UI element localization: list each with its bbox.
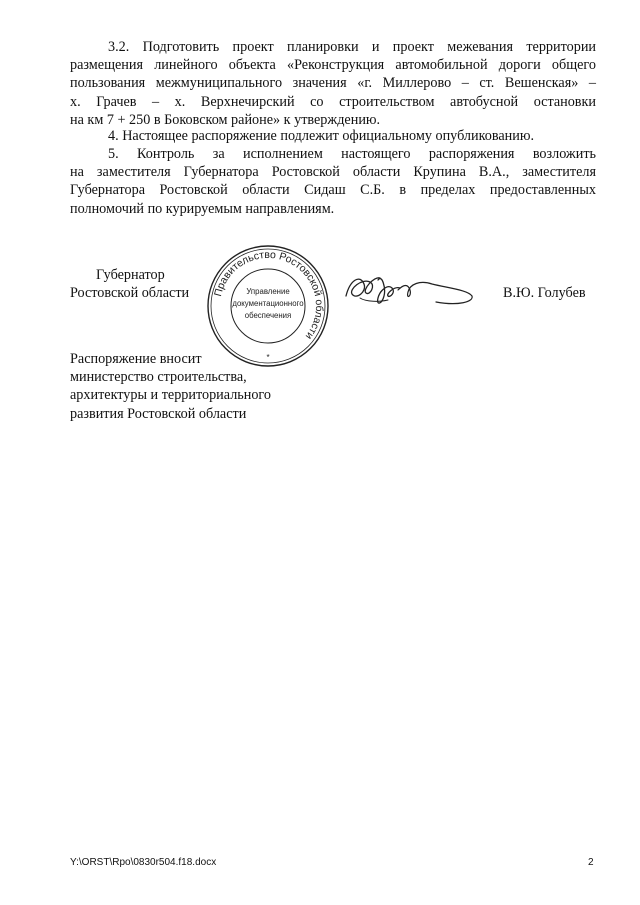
seal-center-line: Управление <box>246 287 290 296</box>
text-line: на заместителя Губернатора Ростовской области Крупина В.А., заместителя <box>70 164 596 181</box>
paragraph-5 <box>70 145 596 218</box>
text-line: 3.2. Подготовить проект планировки и проект межевания территории <box>108 39 596 55</box>
seal-center-line: обеспечения <box>244 311 292 320</box>
text-line: на км 7 + 250 в Боковском районе» к утверждению. <box>70 111 381 128</box>
signatory-name: В.Ю. Голубев <box>503 285 586 301</box>
seal-star-icon: * <box>266 353 270 362</box>
text-line: 5. Контроль за исполнением настоящего распоряжения возложить <box>108 146 596 162</box>
paragraph-3-2 <box>70 38 596 129</box>
initiator-line: архитектуры и территориального <box>70 387 271 404</box>
paragraph-4 <box>70 127 596 145</box>
handwritten-signature <box>340 266 480 314</box>
text-line: Губернатора Ростовской области Сидаш С.Б. в пределах предоставленных <box>70 182 596 199</box>
initiator-block <box>70 350 271 423</box>
text-line: полномочий по курируемым направлениям. <box>70 200 335 217</box>
seal-outer-text: Правительство Ростовской области <box>212 248 326 342</box>
initiator-line: развития Ростовской области <box>70 405 247 422</box>
footer-file-path: Y:\ORST\Rpo\0830r504.f18.docx <box>70 857 217 868</box>
initiator-line: Распоряжение вносит <box>70 351 202 367</box>
signatory-title-line2: Ростовской области <box>70 285 190 301</box>
text-line: пользования межмуниципального значения «г. Миллерово – ст. Вешенская» – <box>70 75 596 92</box>
signatory-title-line1: Губернатор <box>96 267 165 283</box>
text-line: 4. Настоящее распоряжение подлежит официальному опубликованию. <box>108 128 535 144</box>
page-number: 2 <box>588 857 594 868</box>
text-line: х. Грачев – х. Верхнечирский со строительством автобусной остановки <box>70 93 596 110</box>
text-line: размещения линейного объекта «Реконструкция автомобильной дороги общего <box>70 57 596 74</box>
seal-center-line: документационного <box>232 299 304 308</box>
initiator-line: министерство строительства, <box>70 369 247 386</box>
